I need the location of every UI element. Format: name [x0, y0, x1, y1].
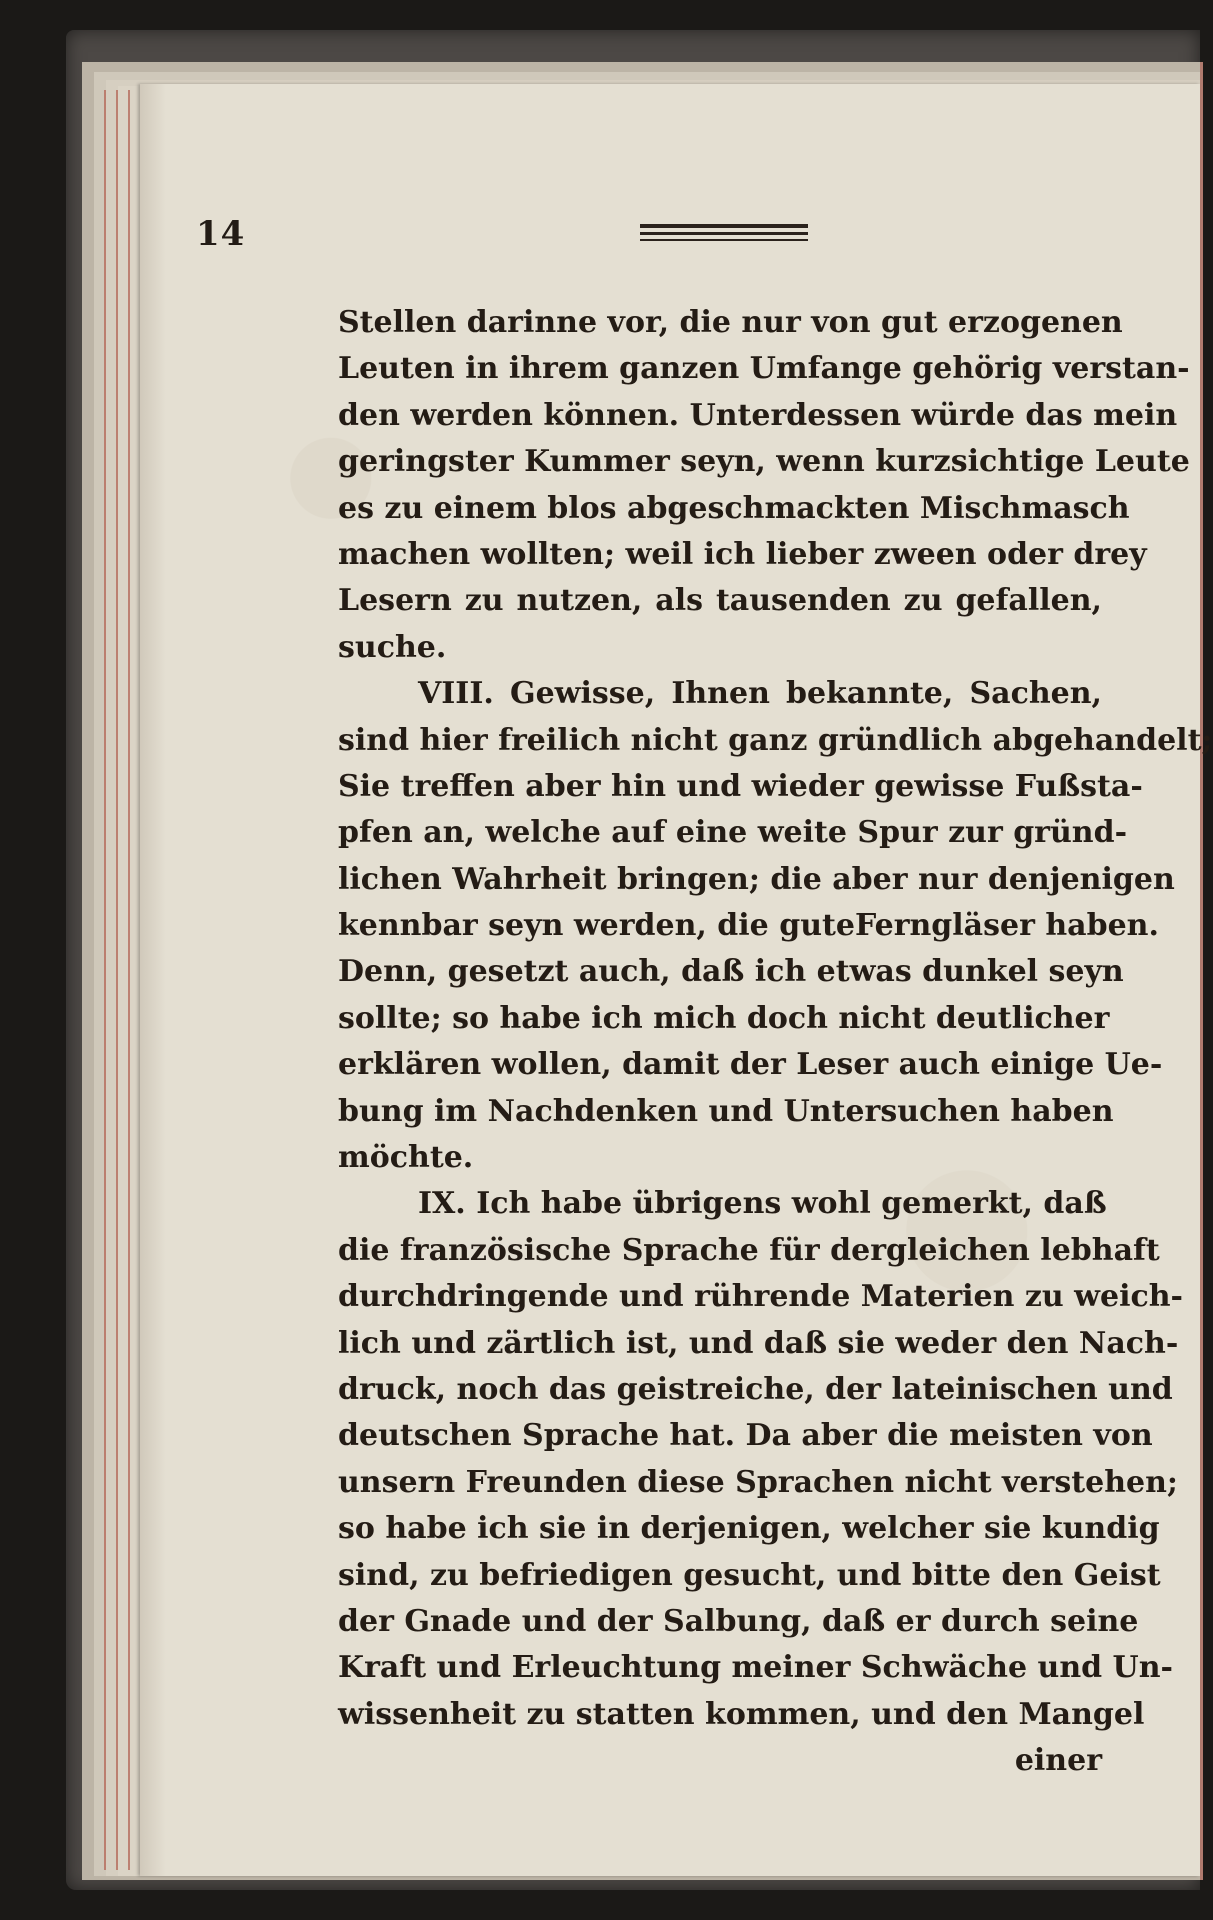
text-line: kennbar seyn werden, die guteFerngläser haben. [338, 908, 1159, 944]
text-line: möchte. [338, 1140, 474, 1176]
text-line: sollte; so habe ich mich doch nicht deutlicher [338, 1000, 1110, 1036]
red-page-edge [104, 90, 106, 1870]
text-line: bung im Nachdenken und Untersuchen haben [338, 1093, 1114, 1129]
text-line: durchdringende und rührende Materien zu weich- [338, 1279, 1183, 1315]
text-line: den werden können. Unterdessen würde das mein [338, 397, 1178, 433]
header-rule [640, 224, 808, 228]
text-line: suche. [338, 629, 447, 665]
text-line: Stellen darinne vor, die nur von gut erzogenen [338, 305, 1123, 340]
header-rule [640, 232, 808, 235]
text-line: deutschen Sprache hat. Da aber die meisten von [338, 1418, 1153, 1454]
text-line: machen wollten; weil ich lieber zween oder drey [338, 536, 1147, 572]
text-line: druck, noch das geistreiche, der lateinischen und [338, 1371, 1173, 1407]
text-line: der Gnade und der Salbung, daß er durch seine [338, 1603, 1139, 1639]
text-line: es zu einem blos abgeschmackten Mischmasch [338, 490, 1130, 526]
text-line: die französische Sprache für dergleichen lebhaft [338, 1232, 1160, 1268]
text-line: geringster Kummer seyn, wenn kurzsichtige Leute [338, 444, 1190, 480]
red-page-edge [128, 90, 130, 1870]
text-line: Lesern zu nutzen, als tausenden zu gefallen, [338, 583, 1102, 619]
text-line: unsern Freunden diese Sprachen nicht verstehen; [338, 1464, 1178, 1500]
body-text [338, 300, 1213, 1785]
text-line: sind, zu befriedigen gesucht, und bitte den Geist [338, 1557, 1161, 1593]
text-line: VIII. Gewisse, Ihnen bekannte, Sachen, [418, 676, 1102, 712]
text-line: Sie treffen aber hin und wieder gewisse Fußsta- [338, 768, 1143, 804]
page-number: 14 [196, 214, 246, 254]
text-line: IX. Ich habe übrigens wohl gemerkt, daß [418, 1186, 1107, 1222]
header-rule [640, 239, 808, 241]
text-line: lich und zärtlich ist, und daß sie weder den Nach- [338, 1325, 1179, 1361]
red-page-edge [116, 90, 118, 1870]
text-line: erklären wollen, damit der Leser auch einige Ue- [338, 1047, 1163, 1083]
text-line: so habe ich sie in derjenigen, welcher sie kundig [338, 1511, 1160, 1547]
text-line: pfen an, welche auf eine weite Spur zur gründ- [338, 815, 1128, 851]
text-line: sind hier freilich nicht ganz gründlich abgehandelt; [338, 722, 1213, 758]
text-line: einer [1014, 1743, 1102, 1779]
text-line: Denn, gesetzt auch, daß ich etwas dunkel seyn [338, 954, 1124, 990]
text-line: Kraft und Erleuchtung meiner Schwäche und Un- [338, 1650, 1173, 1686]
text-line: Leuten in ihrem ganzen Umfange gehörig verstan- [338, 351, 1190, 387]
text-line: wissenheit zu statten kommen, und den Mangel [338, 1696, 1145, 1732]
text-line: lichen Wahrheit bringen; die aber nur denjenigen [338, 861, 1175, 897]
